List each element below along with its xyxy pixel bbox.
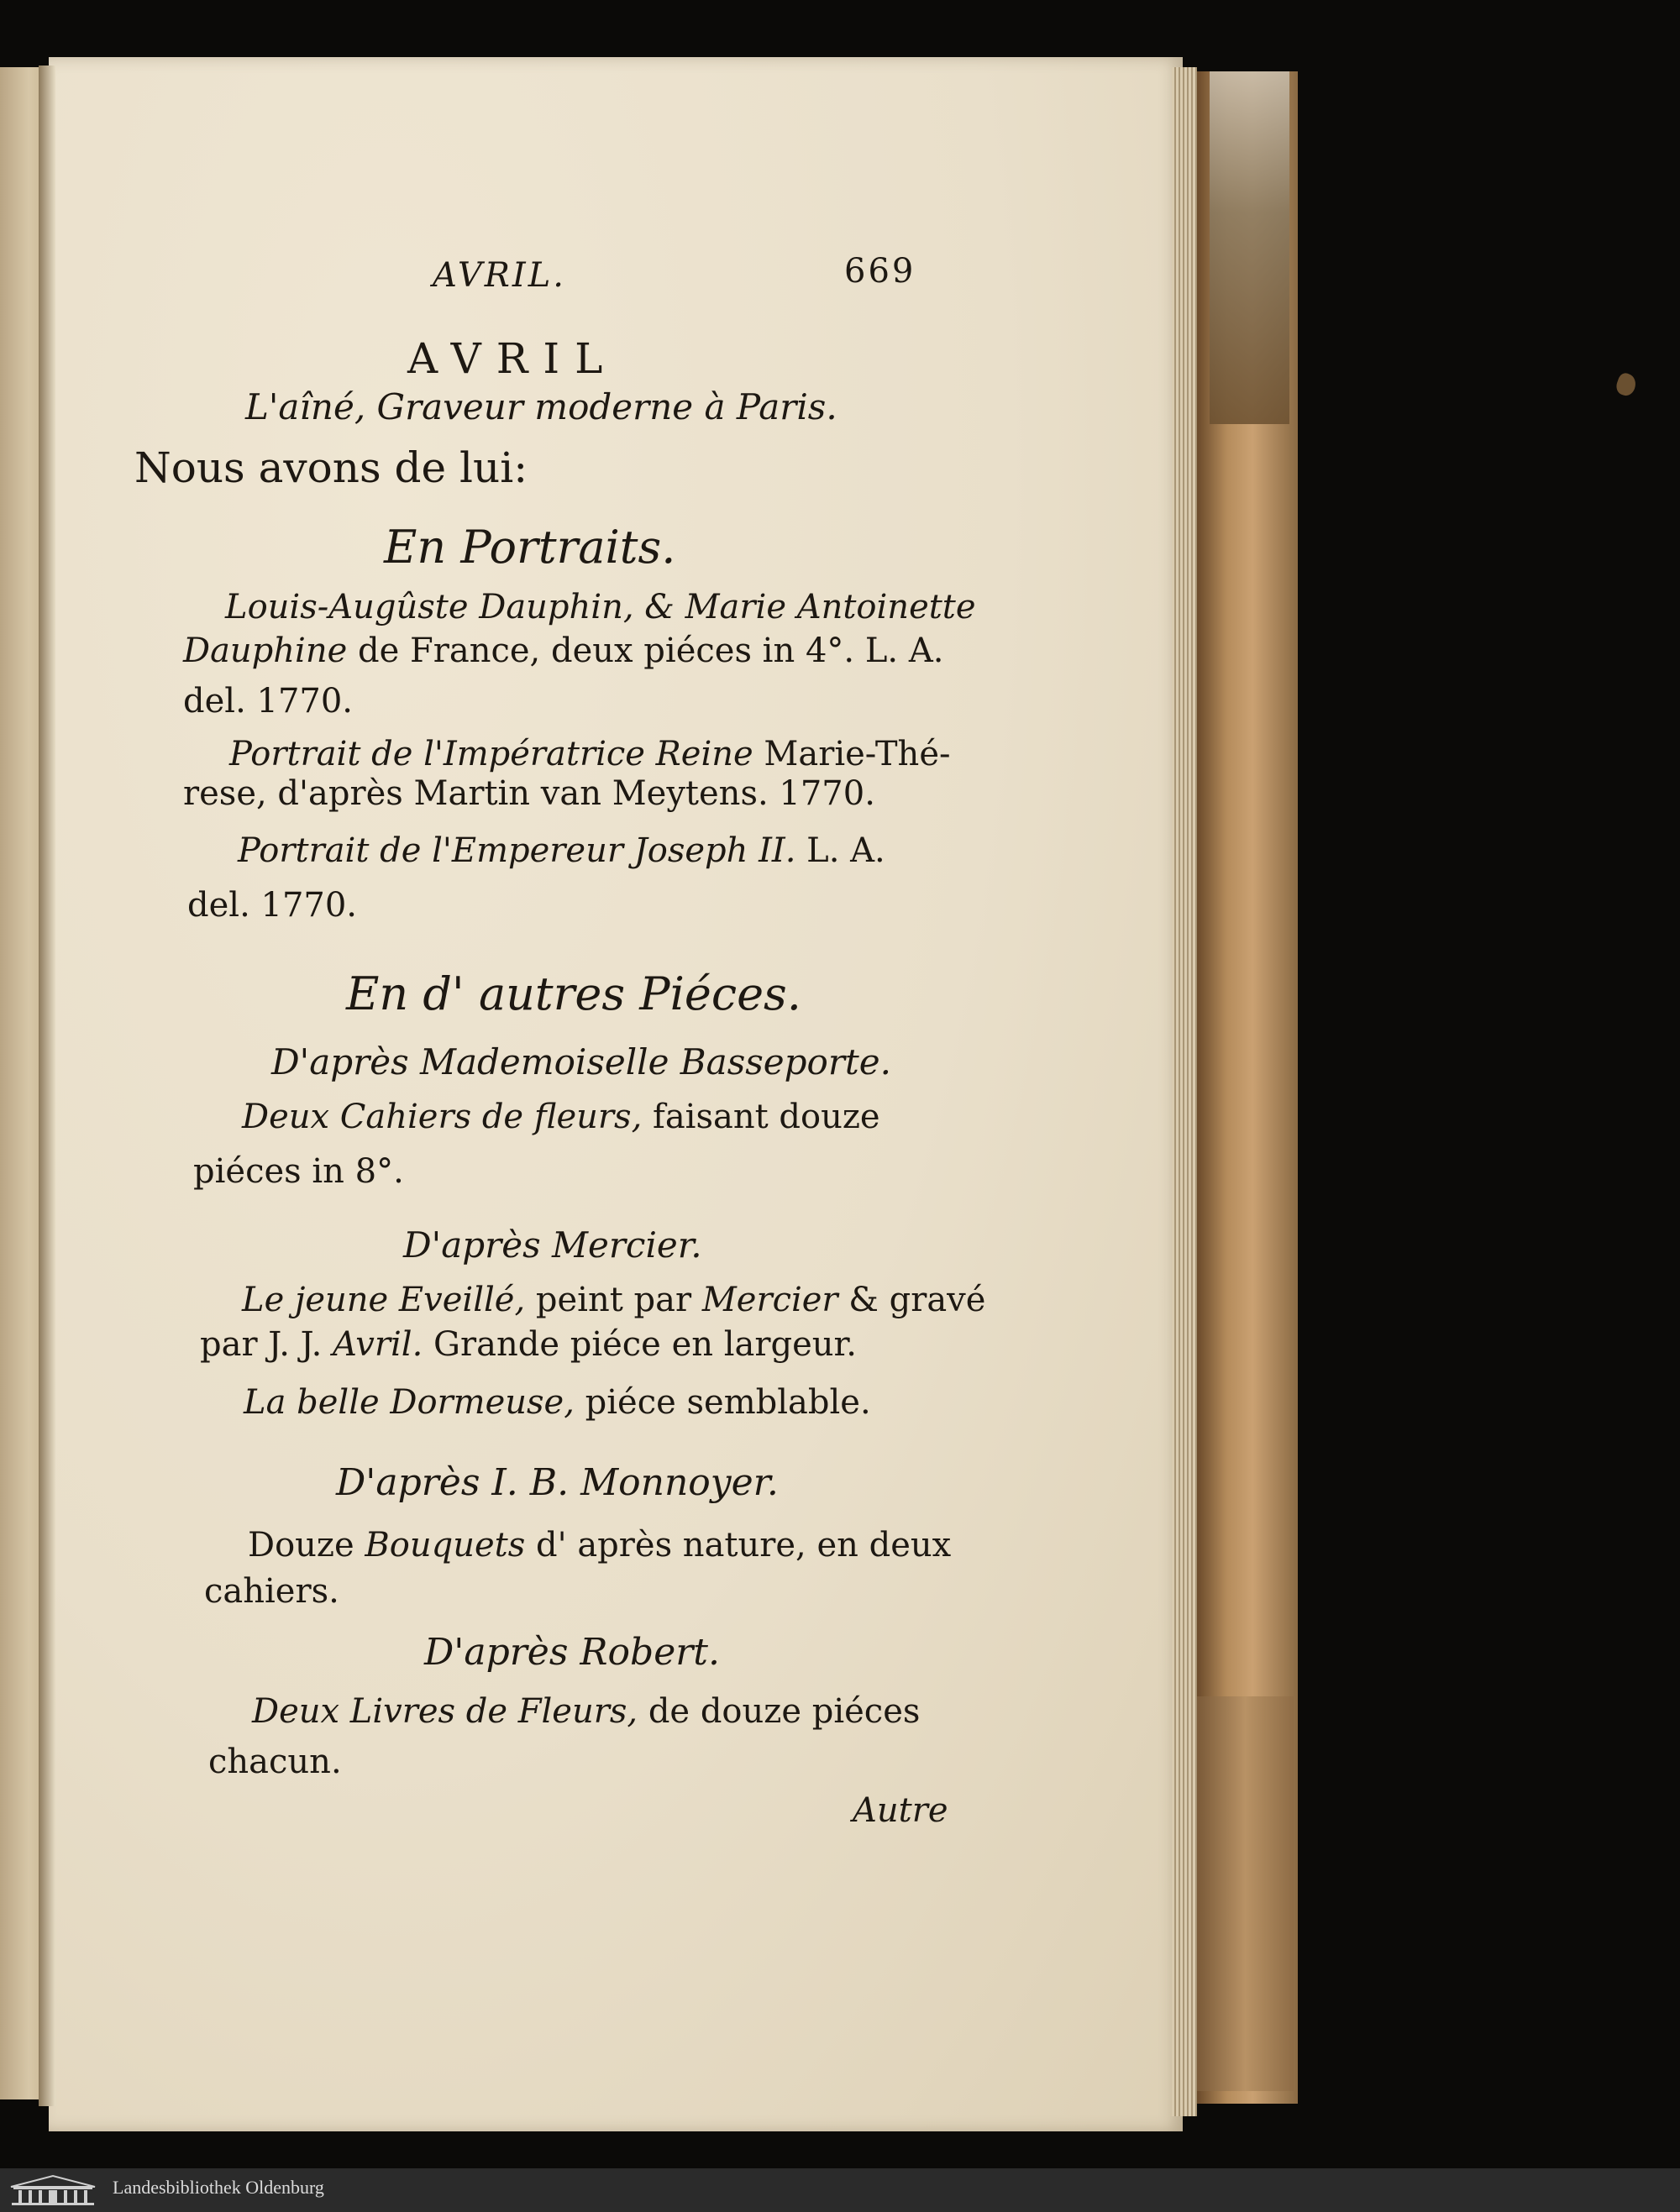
portrait-1-italic: Dauphine: [183, 632, 348, 670]
page-gutter: [39, 66, 55, 2106]
portrait-3-line-2: del. 1770.: [187, 886, 358, 925]
other-4-rest: d' après nature, en deux: [536, 1526, 952, 1565]
other-1-italic: Deux Cahiers de fleurs,: [242, 1098, 643, 1136]
other-2-italic-a: Le jeune Eveillé,: [242, 1281, 526, 1319]
other-2-line-2-italic: Avril.: [333, 1325, 423, 1364]
entry-name: AVRIL: [407, 334, 618, 383]
section-heading-other: En d' autres Piéces.: [346, 967, 801, 1020]
entry-subtitle-desc: Graveur moderne à Paris.: [376, 386, 837, 427]
portrait-2-rest: Marie-Thé-: [764, 735, 951, 773]
portrait-2-line-1: [229, 735, 951, 773]
entry-subtitle-name: L'aîné,: [245, 386, 366, 427]
portrait-1-line-1: Louis-Augûste Dauphin, & Marie Antoinette: [225, 588, 976, 626]
portrait-1-line-3: del. 1770.: [183, 682, 354, 721]
other-1-rest: faisant douze: [653, 1098, 880, 1136]
other-1-line-2: piéces in 8°.: [193, 1152, 404, 1191]
other-3-rest: piéce semblable.: [585, 1383, 871, 1422]
running-head-title: AVRIL.: [433, 256, 566, 295]
section-heading-portraits: En Portraits.: [384, 521, 676, 574]
other-1-line-1: [242, 1098, 880, 1136]
other-2-line-2-a: par J. J.: [200, 1325, 323, 1364]
subheading-mercier: D'après Mercier.: [403, 1224, 702, 1266]
other-4-italic: Bouquets: [365, 1526, 526, 1565]
other-5-italic: Deux Livres de Fleurs,: [252, 1692, 638, 1731]
portrait-2-italic: Portrait de l'Impératrice Reine: [229, 735, 753, 773]
paper-speck: [1614, 371, 1639, 398]
other-3-italic: La belle Dormeuse,: [244, 1383, 575, 1422]
entry-subtitle: [245, 386, 837, 427]
other-4-line-1: [248, 1526, 951, 1565]
other-2-line-2: [200, 1325, 857, 1364]
other-2-italic-b: Mercier: [701, 1281, 838, 1319]
library-building-icon: [7, 2173, 99, 2207]
other-2-line-2-rest: Grande piéce en largeur.: [433, 1325, 857, 1364]
catchword: Autre: [853, 1791, 948, 1830]
subheading-monnoyer: D'après I. B. Monnoyer.: [336, 1461, 779, 1504]
other-2-rest-b: & gravé: [848, 1281, 986, 1319]
other-2-line-1: [242, 1281, 985, 1319]
binding-worn-area: [1210, 71, 1289, 424]
portrait-3-rest: L. A.: [806, 831, 885, 870]
subheading-basseporte: D'après Mademoiselle Basseporte.: [271, 1041, 891, 1082]
page-edges: [1172, 67, 1197, 2116]
library-name: Landesbibliothek Oldenburg: [113, 2177, 324, 2198]
other-5-line-2: chacun.: [208, 1743, 342, 1781]
entry-intro: Nous avons de lui:: [134, 443, 528, 492]
page-number: 669: [844, 252, 916, 291]
subheading-robert: D'après Robert.: [424, 1631, 720, 1674]
portrait-1-rest: de France, deux piéces in 4°. L. A.: [358, 632, 944, 670]
portrait-3-line-1: [238, 831, 885, 870]
other-5-line-1: [252, 1692, 920, 1731]
other-4-a: Douze: [248, 1526, 354, 1565]
binding-lower-panel: [1197, 1696, 1294, 2091]
portrait-2-line-2: rese, d'après Martin van Meytens. 1770.: [183, 774, 875, 813]
portrait-1-line-2: [183, 632, 943, 670]
other-4-line-2: cahiers.: [204, 1572, 339, 1611]
other-2-rest-a: peint par: [535, 1281, 692, 1319]
footer-bar: [0, 2168, 1680, 2212]
other-5-rest: de douze piéces: [648, 1692, 921, 1731]
portrait-3-italic: Portrait de l'Empereur Joseph II.: [238, 831, 796, 870]
other-3-line-1: [244, 1383, 871, 1422]
